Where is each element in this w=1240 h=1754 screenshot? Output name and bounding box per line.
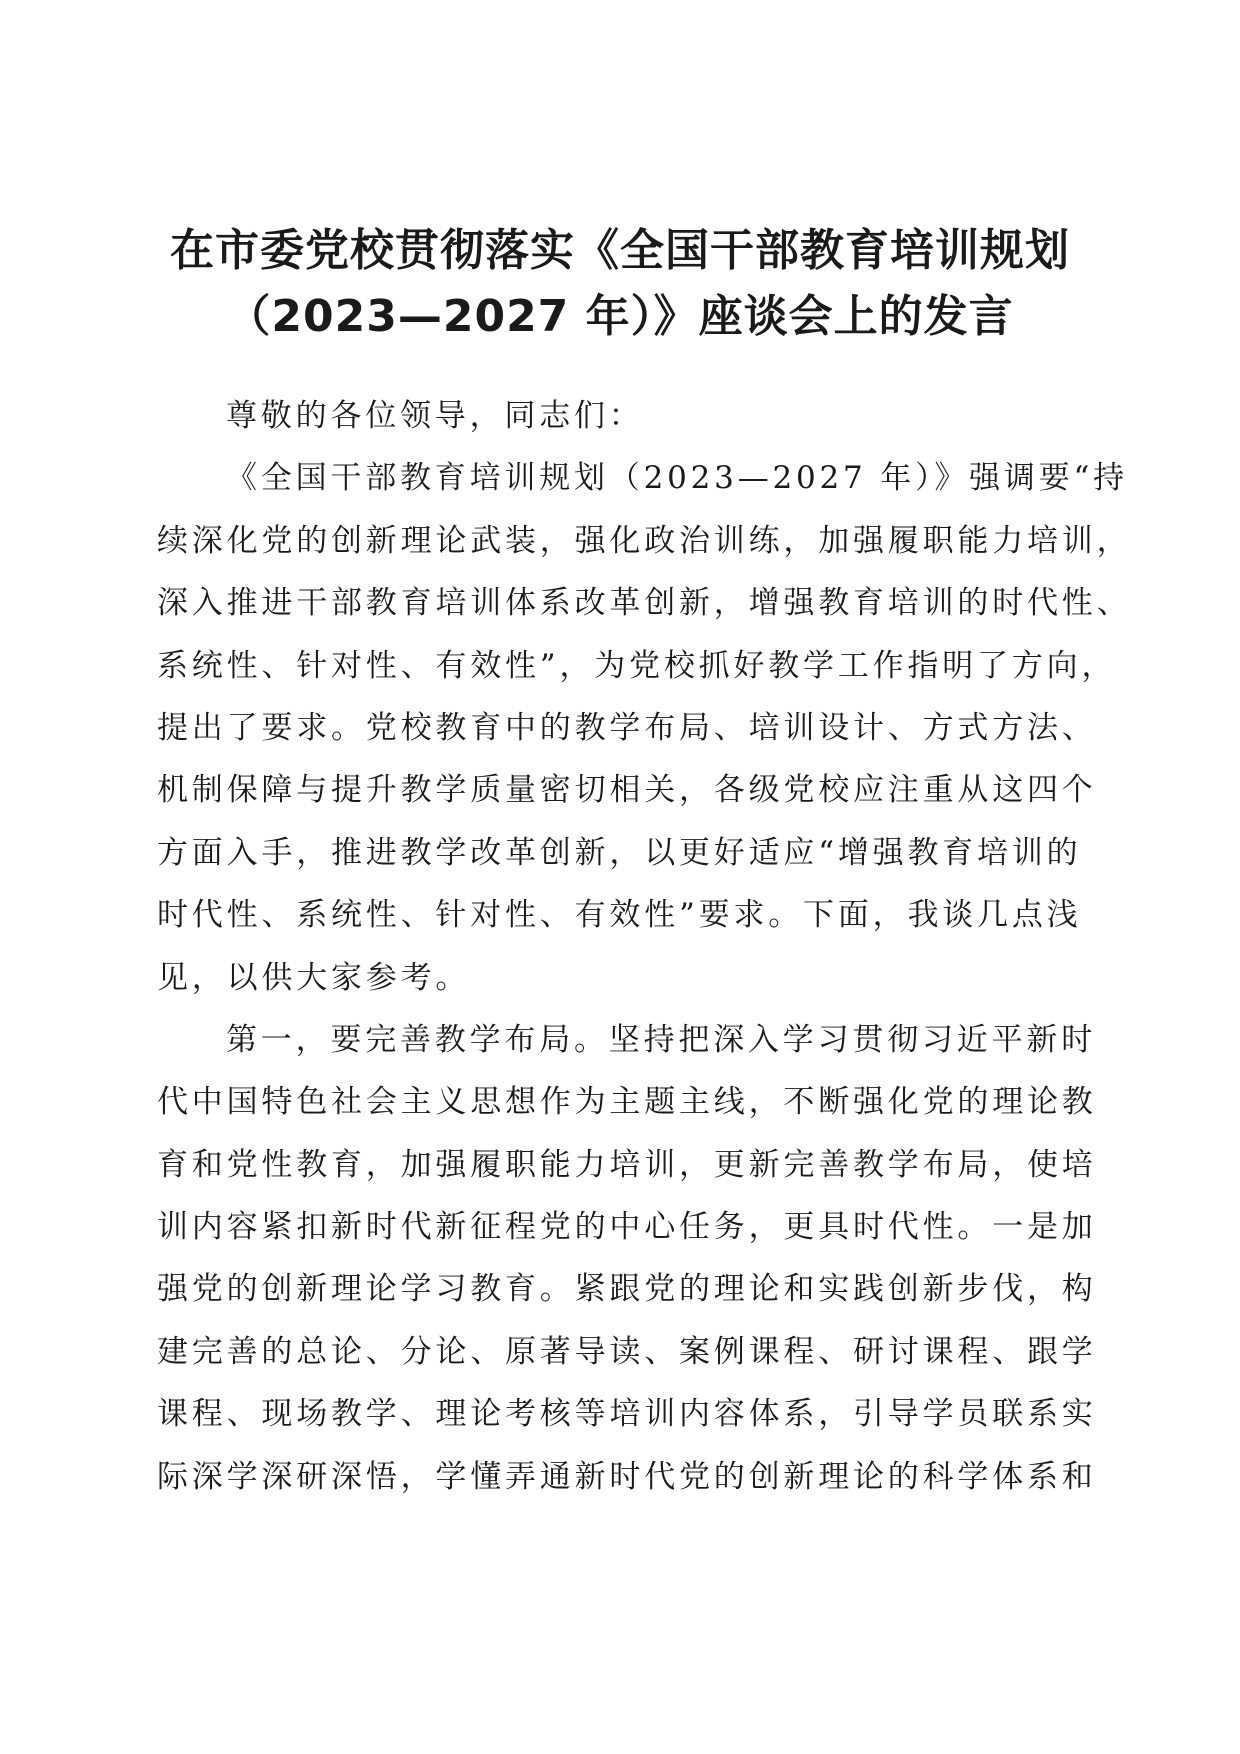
paragraph-line: 代中国特色社会主义思想作为主题主线，不断强化党的理论教 [157,1084,1097,1121]
title-line-1: 在市委党校贯彻落实《全国干部教育培训规划 [170,225,1070,276]
paragraph-line: 提出了要求。党校教育中的教学布局、培训设计、方式方法、 [157,709,1097,746]
paragraph-line: 续深化党的创新理论武装，强化政治训练，加强履职能力培训， [157,522,1132,559]
paragraph-line: 课程、现场教学、理论考核等培训内容体系，引导学员联系实 [157,1396,1097,1433]
paragraph-line: 系统性、针对性、有效性”，为党校抓好教学工作指明了方向， [157,647,1117,684]
paragraph-line: 见，以供大家参考。 [157,959,471,996]
paragraph-line: 强党的创新理论学习教育。紧跟党的理论和实践创新步伐，构 [157,1271,1097,1308]
paragraph-line: 训内容紧扣新时代新征程党的中心任务，更具时代性。一是加 [157,1209,1097,1246]
paragraph-line: 《全国干部教育培训规划（2023—2027 年）》强调要“持 [226,460,1128,497]
paragraph-line: 第一，要完善教学布局。坚持把深入学习贯彻习近平新时 [226,1021,1096,1058]
title-line-2: （2023—2027 年）》座谈会上的发言 [226,291,1014,342]
paragraph-2 [157,1009,1097,1508]
document-body [157,385,1132,1508]
paragraph-line: 机制保障与提升教学质量密切相关，各级党校应注重从这四个 [157,772,1097,809]
document-title [120,218,1120,350]
paragraph-line: 际深学深研深悟，学懂弄通新时代党的创新理论的科学体系和 [157,1458,1097,1495]
paragraph-line: 时代性、系统性、针对性、有效性”要求。下面，我谈几点浅 [157,897,1082,934]
greeting: 尊敬的各位领导，同志们： [226,398,644,434]
paragraph-line: 育和党性教育，加强履职能力培训，更新完善教学布局，使培 [157,1146,1097,1183]
paragraph-line: 方面入手，推进教学改革创新，以更好适应“增强教育培训的 [157,834,1082,871]
paragraph-1 [157,447,1132,1009]
paragraph-line: 深入推进干部教育培训体系改革创新，增强教育培训的时代性、 [157,585,1132,622]
paragraph-line: 建完善的总论、分论、原著导读、案例课程、研讨课程、跟学 [157,1333,1097,1370]
